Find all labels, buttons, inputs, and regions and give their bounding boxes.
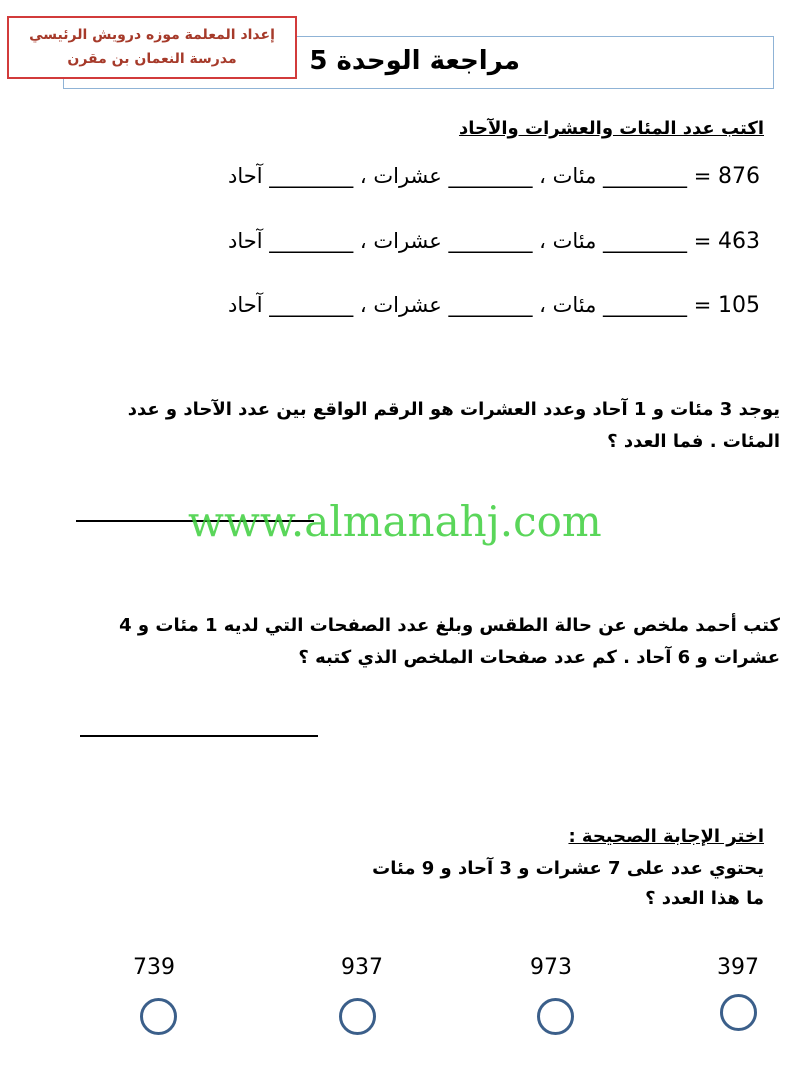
row-blanks: = ________ مئات ، ________ عشرات ، ________ آحاد [227, 164, 712, 188]
credit-box [7, 16, 297, 79]
row-number: 105 [718, 293, 760, 318]
row-blanks: = ________ مئات ، ________ عشرات ، ________ آحاد [227, 293, 712, 317]
row-number: 463 [718, 229, 760, 254]
question1-text: يوجد 3 مئات و 1 آحاد وعدد العشرات هو الرقم الواقع بين عدد الآحاد و عدد المئات . فما العدد ؟ [127, 399, 780, 452]
option-radio[interactable] [537, 998, 574, 1035]
question2-text: كتب أحمد ملخص عن حالة الطقس وبلغ عدد الصفحات التي لديه 1 مئات و 4 عشرات و 6 آحاد . كم عدد صفحات الملخص الذي كتبه ؟ [119, 615, 780, 668]
option-radio[interactable] [140, 998, 177, 1035]
question3-heading: اختر الإجابة الصحيحة : [568, 826, 764, 847]
place-value-row [228, 229, 760, 254]
answer-line[interactable] [80, 735, 318, 737]
place-value-row [228, 164, 760, 189]
row-blanks: = ________ مئات ، ________ عشرات ، ________ آحاد [227, 229, 712, 253]
question3-line1: يحتوي عدد على 7 عشرات و 3 آحاد و 9 مئات [372, 858, 764, 879]
watermark: www.almanahj.com [188, 497, 602, 546]
option-label: 937 [341, 955, 383, 980]
option-label: 397 [717, 955, 759, 980]
school-name: مدرسة النعمان بن مقرن [67, 51, 237, 67]
row-number: 876 [718, 164, 760, 189]
teacher-credit: إعداد المعلمة موزه درويش الرئيسي [29, 27, 275, 43]
section1-heading: اكتب عدد المئات والعشرات والآحاد [458, 118, 764, 139]
question3-line2: ما هذا العدد ؟ [645, 888, 764, 909]
option-label: 973 [530, 955, 572, 980]
option-radio[interactable] [720, 994, 757, 1031]
option-label: 739 [133, 955, 175, 980]
place-value-row [228, 293, 760, 318]
option-radio[interactable] [339, 998, 376, 1035]
page-title: مراجعة الوحدة 5 [309, 46, 520, 76]
